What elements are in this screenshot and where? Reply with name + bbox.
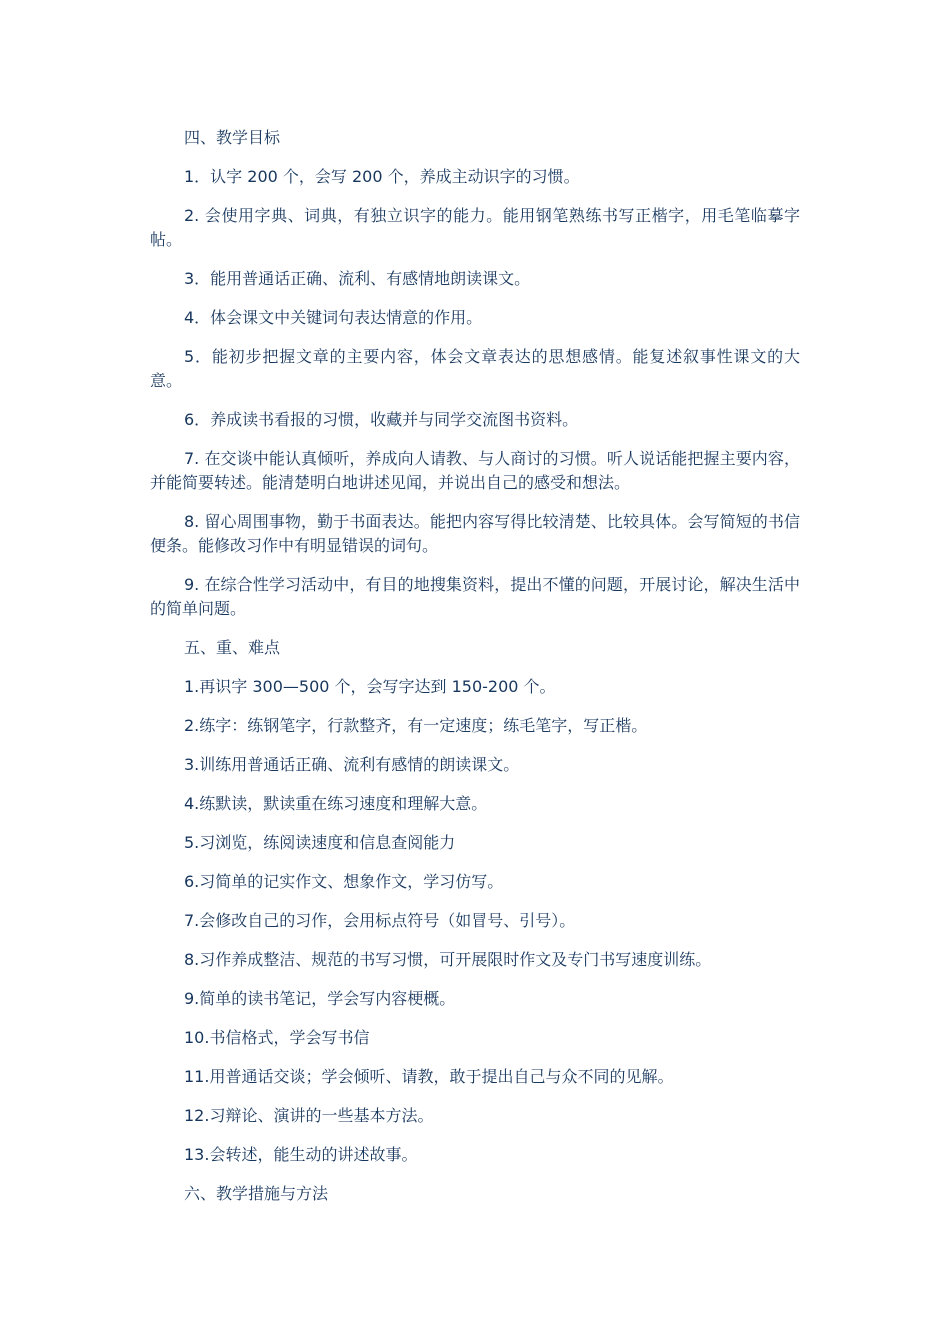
key-point-item: 11.用普通话交谈；学会倾听、请教，敢于提出自己与众不同的见解。: [184, 1067, 674, 1086]
goal-item: 4．体会课文中关键词句表达情意的作用。: [184, 308, 483, 327]
goal-item: 9. 在综合性学习活动中，有目的地搜集资料，提出不懂的问题，开展讨论，解决生活中的简单问题。: [150, 575, 800, 618]
key-point-item: 10.书信格式，学会写书信: [184, 1028, 370, 1047]
key-point-item: 3.训练用普通话正确、流利有感情的朗读课文。: [184, 755, 520, 774]
goal-item: 2. 会使用字典、词典，有独立识字的能力。能用钢笔熟练书写正楷字，用毛笔临摹字帖。: [150, 206, 800, 249]
key-point-item: 9.简单的读书笔记，学会写内容梗概。: [184, 989, 456, 1008]
heading-key-points: 五、重、难点: [184, 638, 281, 657]
key-point-item: 6.习简单的记实作文、想象作文，学习仿写。: [184, 872, 504, 891]
goal-item: 5．能初步把握文章的主要内容，体会文章表达的思想感情。能复述叙事性课文的大意。: [150, 347, 800, 390]
heading-teaching-methods: 六、教学措施与方法: [184, 1184, 329, 1203]
key-point-item: 2.练字：练钢笔字，行款整齐，有一定速度；练毛笔字，写正楷。: [184, 716, 648, 735]
document-body: [150, 126, 800, 1221]
key-point-item: 5.习浏览，练阅读速度和信息查阅能力: [184, 833, 456, 852]
goal-item: 7. 在交谈中能认真倾听，养成向人请教、与人商讨的习惯。听人说话能把握主要内容，并能简要转述。能清楚明白地讲述见闻，并说出自己的感受和想法。: [150, 449, 800, 492]
goal-item: 8. 留心周围事物，勤于书面表达。能把内容写得比较清楚、比较具体。会写简短的书信便条。能修改习作中有明显错误的词句。: [150, 512, 800, 555]
key-point-item: 13.会转述，能生动的讲述故事。: [184, 1145, 418, 1164]
key-point-item: 4.练默读，默读重在练习速度和理解大意。: [184, 794, 488, 813]
goal-item: 1．认字 200 个，会写 200 个，养成主动识字的习惯。: [184, 167, 580, 186]
heading-teaching-goals: 四、教学目标: [184, 128, 281, 147]
key-point-item: 1.再识字 300—500 个，会写字达到 150-200 个。: [184, 677, 556, 696]
key-point-item: 8.习作养成整洁、规范的书写习惯，可开展限时作文及专门书写速度训练。: [184, 950, 712, 969]
goal-item: 6．养成读书看报的习惯，收藏并与同学交流图书资料。: [184, 410, 579, 429]
key-point-item: 7.会修改自己的习作，会用标点符号（如冒号、引号）。: [184, 911, 576, 930]
key-point-item: 12.习辩论、演讲的一些基本方法。: [184, 1106, 434, 1125]
goal-item: 3．能用普通话正确、流利、有感情地朗读课文。: [184, 269, 531, 288]
